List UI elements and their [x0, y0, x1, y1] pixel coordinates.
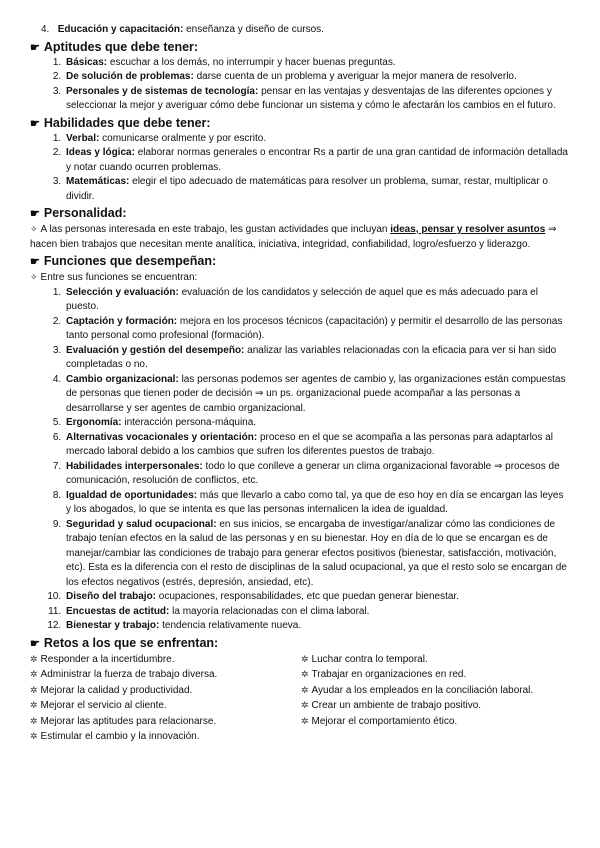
- item-text: enseñanza y diseño de cursos.: [183, 24, 324, 35]
- heading-habilidades: ☛ Habilidades que debe tener:: [30, 115, 211, 130]
- pointing-hand-icon: ☛: [30, 208, 40, 220]
- list-habilidades: [28, 132, 570, 205]
- list-item: 2. Ideas y lógica: elaborar normas generales o encontrar Rs a partir de una gran cantidad de información detallada y notar cuando ocurren problemas.: [64, 146, 570, 175]
- retos-right-column: [301, 652, 570, 745]
- list-item: 8. Igualdad de oportunidades: más que llevarlo a cabo como tal, ya que de eso hoy en día se encargan las leyes y los abogados, lo que se intenta es que las personas internalicen la idea de igualdad.: [64, 489, 570, 518]
- list-item: 3. Matemáticas: elegir el tipo adecuado de matemáticas para resolver un problema, sumar, restar, multiplicar o dividir.: [64, 175, 570, 204]
- heading-funciones: ☛ Funciones que desempeñan:: [30, 254, 217, 268]
- diamond-bullet-icon: ✧: [30, 224, 38, 234]
- list-funciones: [28, 286, 570, 634]
- list-item: 10. Diseño del trabajo: ocupaciones, responsabilidades, etc que puedan generar bienestar.: [64, 590, 570, 605]
- item-title: Educación y capacitación:: [57, 24, 184, 35]
- list-item: 1. Selección y evaluación: evaluación de los candidatos y selección de aquel que es más adecuado para el puesto.: [64, 286, 570, 315]
- list-item: ✲ Trabajar en organizaciones en red.: [301, 669, 467, 680]
- asterisk-bullet-icon: ✲: [301, 669, 309, 679]
- heading-personalidad: ☛ Personalidad:: [30, 206, 127, 220]
- list-item: ✲ Mejorar el servicio al cliente.: [30, 700, 167, 711]
- list-item: 2. Captación y formación: mejora en los procesos técnicos (capacitación) y permitir el desarrollo de las personas tanto personal como profesional (formación).: [64, 315, 570, 344]
- diamond-bullet-icon: ✧: [30, 272, 38, 282]
- heading-retos: ☛ Retos a los que se enfrentan:: [30, 635, 219, 650]
- item-number: 4.: [41, 24, 50, 35]
- heading-aptitudes: ☛ Aptitudes que debe tener:: [30, 39, 199, 54]
- list-item: 2. De solución de problemas: darse cuenta de un problema y averiguar la mejor manera de resolverlo.: [64, 70, 570, 85]
- list-item: 7. Habilidades interpersonales: todo lo que conlleve a generar un clima organizacional favorable ⇒ procesos de comunicación, resolución de conflictos, etc.: [64, 460, 570, 489]
- list-aptitudes: [28, 56, 570, 114]
- list-item: ✲ Mejorar el comportamiento ético.: [301, 715, 458, 727]
- list-item: ✲ Crear un ambiente de trabajo positivo.: [301, 700, 482, 711]
- asterisk-bullet-icon: ✲: [301, 653, 309, 664]
- list-item: 12. Bienestar y trabajo: tendencia relativamente nueva.: [64, 619, 570, 634]
- funciones-intro: ✧ Entre sus funciones se encuentran:: [30, 272, 198, 283]
- pointing-hand-icon: ☛: [30, 256, 40, 268]
- list-item-educacion: [41, 23, 570, 38]
- list-item: ✲ Estimular el cambio y la innovación.: [30, 731, 200, 742]
- pointing-hand-icon: ☛: [30, 117, 40, 130]
- asterisk-bullet-icon: ✲: [30, 715, 38, 726]
- list-item: ✲ Mejorar las aptitudes para relacionarse.: [30, 715, 217, 727]
- list-item: 4. Cambio organizacional: las personas podemos ser agentes de cambio y, las organizaciones están compuestas de personas que tienen poder de decisión ⇒ un ps. organizacional puede acompañar a las personas a desarrollarse y ser agentes de cambio organizacional.: [64, 373, 570, 417]
- list-item: 1. Verbal: comunicarse oralmente y por escrito.: [64, 132, 570, 147]
- asterisk-bullet-icon: ✲: [30, 700, 38, 710]
- list-item: ✲ Luchar contra lo temporal.: [301, 653, 428, 665]
- personalidad-paragraph: ✧ A las personas interesada en este trabajo, les gustan actividades que incluyan ideas, pensar y resolver asuntos ⇒ hacen bien trabajos que necesitan mente analítica, iniciativa, integridad, confiabilidad, logro/esfuerzo y liderazgo.: [30, 224, 557, 250]
- list-item: 9. Seguridad y salud ocupacional: en sus inicios, se encargaba de investigar/analizar cómo las condiciones de trabajo tenían efectos en la salud de las personas y en su bienestar. Hoy en día de lo que se encargan es de manejar/cambiar las condiciones de trabajo para generar efectos positivos (bienestar, satisfacción, motivación, etc). Esta es la diferencia con el resto de disciplinas de la salud ocupacional, ya que el resto solo se encargan de los efectos negativos (estrés, depresión, ansiedad, etc).: [64, 518, 570, 591]
- asterisk-bullet-icon: ✲: [30, 669, 38, 679]
- list-item: ✲ Responder a la incertidumbre.: [30, 653, 175, 665]
- retos-left-column: [30, 652, 301, 745]
- list-item: 5. Ergonomía: interacción persona-máquina.: [64, 416, 570, 431]
- list-item: 3. Evaluación y gestión del desempeño: analizar las variables relacionadas con la eficacia para ver si han sido completadas o no.: [64, 344, 570, 373]
- asterisk-bullet-icon: ✲: [30, 653, 38, 664]
- asterisk-bullet-icon: ✲: [301, 700, 309, 710]
- list-item: ✲ Administrar la fuerza de trabajo diversa.: [30, 669, 218, 680]
- list-item: 11. Encuestas de actitud: la mayoría relacionadas con el clima laboral.: [64, 605, 570, 620]
- list-item: 6. Alternativas vocacionales y orientación: proceso en el que se acompaña a las personas para adaptarlos al mercado laboral debido a los cambios que sufren los diferentes puestos de trabajo.: [64, 431, 570, 460]
- pointing-hand-icon: ☛: [30, 637, 40, 650]
- asterisk-bullet-icon: ✲: [30, 731, 38, 741]
- list-item: ✲ Ayudar a los empleados en la conciliación laboral.: [301, 684, 534, 696]
- retos-columns: [30, 652, 570, 745]
- pointing-hand-icon: ☛: [30, 41, 40, 54]
- asterisk-bullet-icon: ✲: [301, 715, 309, 726]
- list-item: 1. Básicas: escuchar a los demás, no interrumpir y hacer buenas preguntas.: [64, 56, 570, 71]
- asterisk-bullet-icon: ✲: [30, 684, 38, 695]
- list-item: 3. Personales y de sistemas de tecnología: pensar en las ventajas y desventajas de las diferentes opciones y seleccionar la mejor y averiguar cómo debe funcionar un sistema y cómo le afectarán los cambios en el futuro.: [64, 85, 570, 114]
- asterisk-bullet-icon: ✲: [301, 684, 309, 695]
- list-item: ✲ Mejorar la calidad y productividad.: [30, 684, 193, 696]
